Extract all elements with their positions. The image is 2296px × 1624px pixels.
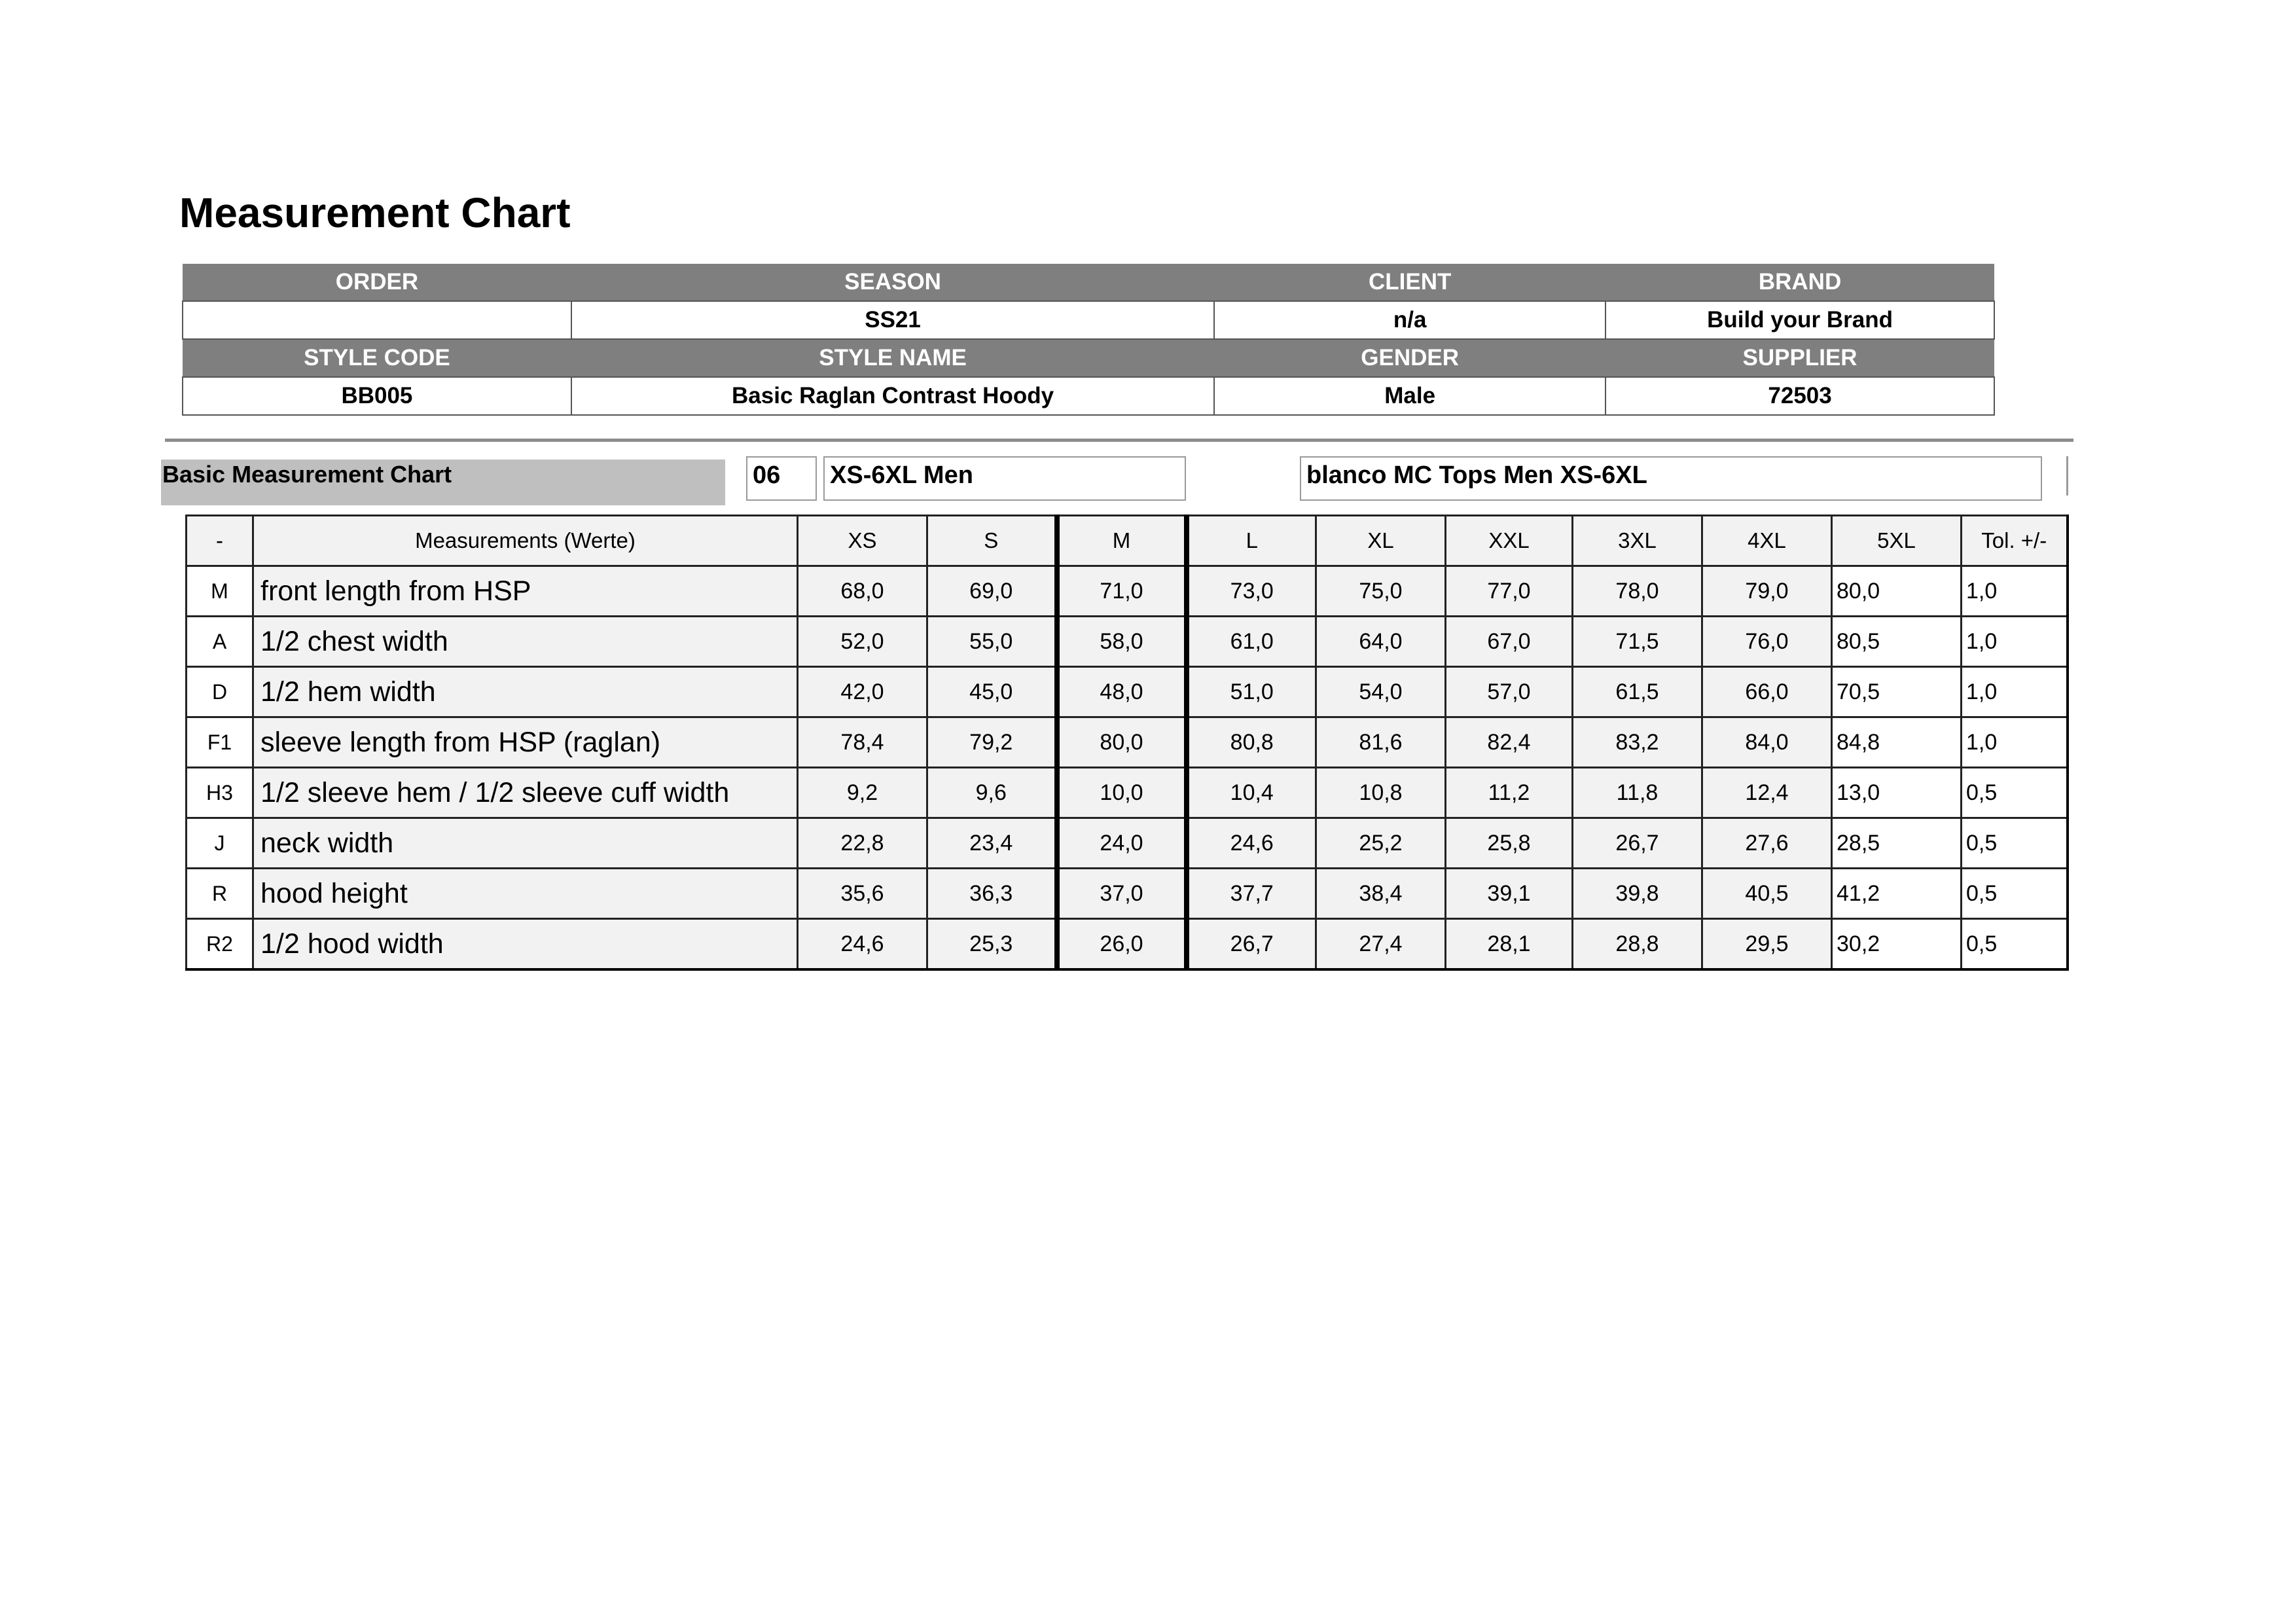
- measurement-value: 37,0: [1057, 869, 1187, 919]
- size-set-description-field: blanco MC Tops Men XS-6XL: [1300, 456, 2042, 501]
- measurement-value: 66,0: [1702, 667, 1832, 717]
- column-header-xxl: XXL: [1446, 516, 1573, 566]
- measurement-value: 9,2: [798, 768, 927, 818]
- measurement-value: 79,2: [927, 717, 1057, 768]
- tolerance-value: 0,5: [1962, 818, 2068, 869]
- measurement-value: 83,2: [1573, 717, 1702, 768]
- measurement-value: 71,5: [1573, 617, 1702, 667]
- table-row: [187, 667, 2068, 717]
- measurement-name: neck width: [253, 818, 798, 869]
- table-row: [187, 919, 2068, 970]
- table-row: [187, 717, 2068, 768]
- tolerance-value: 0,5: [1962, 869, 2068, 919]
- measurement-value: 26,0: [1057, 919, 1187, 970]
- measurement-value: 54,0: [1316, 667, 1446, 717]
- measurement-name: 1/2 sleeve hem / 1/2 sleeve cuff width: [253, 768, 798, 818]
- style-info-header-row: [183, 339, 1994, 377]
- measurement-value: 10,4: [1187, 768, 1316, 818]
- measurement-value: 51,0: [1187, 667, 1316, 717]
- size-set-code-field: 06: [746, 456, 817, 501]
- measurement-name: sleeve length from HSP (raglan): [253, 717, 798, 768]
- measurement-code: R: [187, 869, 253, 919]
- measurement-value: 80,0: [1832, 566, 1962, 617]
- measurement-value: 10,8: [1316, 768, 1446, 818]
- measurement-value: 80,0: [1057, 717, 1187, 768]
- measurement-value: 81,6: [1316, 717, 1446, 768]
- measurement-value: 80,8: [1187, 717, 1316, 768]
- measurement-name: 1/2 chest width: [253, 617, 798, 667]
- column-header-5xl: 5XL: [1832, 516, 1962, 566]
- measurement-table: [185, 514, 2069, 971]
- measurement-name: front length from HSP: [253, 566, 798, 617]
- measurement-name: 1/2 hood width: [253, 919, 798, 970]
- order-label: ORDER: [183, 264, 571, 301]
- section-divider: [165, 439, 2073, 442]
- client-value: n/a: [1214, 301, 1605, 339]
- column-header-4xl: 4XL: [1702, 516, 1832, 566]
- measurement-value: 84,0: [1702, 717, 1832, 768]
- measurement-value: 10,0: [1057, 768, 1187, 818]
- table-row: [187, 768, 2068, 818]
- style-code-value: BB005: [183, 377, 571, 415]
- measurement-value: 25,8: [1446, 818, 1573, 869]
- measurement-value: 12,4: [1702, 768, 1832, 818]
- measurement-value: 70,5: [1832, 667, 1962, 717]
- column-header-m: M: [1057, 516, 1187, 566]
- table-row: [187, 617, 2068, 667]
- measurement-value: 39,1: [1446, 869, 1573, 919]
- measurement-value: 75,0: [1316, 566, 1446, 617]
- measurement-value: 28,8: [1573, 919, 1702, 970]
- measurement-name: hood height: [253, 869, 798, 919]
- measurement-code: A: [187, 617, 253, 667]
- measurement-value: 25,2: [1316, 818, 1446, 869]
- measurement-code: M: [187, 566, 253, 617]
- tolerance-value: 0,5: [1962, 919, 2068, 970]
- measurement-value: 67,0: [1446, 617, 1573, 667]
- tolerance-value: 1,0: [1962, 566, 2068, 617]
- measurement-value: 28,1: [1446, 919, 1573, 970]
- measurement-value: 45,0: [927, 667, 1057, 717]
- measurement-value: 76,0: [1702, 617, 1832, 667]
- page-title: Measurement Chart: [179, 189, 571, 236]
- brand-value: Build your Brand: [1605, 301, 1994, 339]
- table-row: [187, 566, 2068, 617]
- measurement-value: 73,0: [1187, 566, 1316, 617]
- measurement-value: 27,6: [1702, 818, 1832, 869]
- measurement-value: 84,8: [1832, 717, 1962, 768]
- measurement-value: 42,0: [798, 667, 927, 717]
- tolerance-value: 0,5: [1962, 768, 2068, 818]
- gender-label: GENDER: [1214, 339, 1605, 377]
- measurement-value: 57,0: [1446, 667, 1573, 717]
- measurement-value: 28,5: [1832, 818, 1962, 869]
- column-header-3xl: 3XL: [1573, 516, 1702, 566]
- measurement-value: 69,0: [927, 566, 1057, 617]
- season-value: SS21: [571, 301, 1214, 339]
- measurement-value: 13,0: [1832, 768, 1962, 818]
- measurement-value: 64,0: [1316, 617, 1446, 667]
- style-name-label: STYLE NAME: [571, 339, 1214, 377]
- measurement-value: 55,0: [927, 617, 1057, 667]
- measurement-value: 48,0: [1057, 667, 1187, 717]
- measurement-value: 36,3: [927, 869, 1057, 919]
- measurement-value: 78,4: [798, 717, 927, 768]
- measurement-value: 37,7: [1187, 869, 1316, 919]
- measurement-value: 9,6: [927, 768, 1057, 818]
- column-header-measurement: Measurements (Werte): [253, 516, 798, 566]
- order-value: [183, 301, 571, 339]
- measurement-value: 26,7: [1573, 818, 1702, 869]
- measurement-value: 78,0: [1573, 566, 1702, 617]
- measurement-value: 11,2: [1446, 768, 1573, 818]
- measurement-value: 23,4: [927, 818, 1057, 869]
- measurement-header-row: [187, 516, 2068, 566]
- measurement-value: 11,8: [1573, 768, 1702, 818]
- style-info-value-row: [183, 377, 1994, 415]
- gender-value: Male: [1214, 377, 1605, 415]
- brand-label: BRAND: [1605, 264, 1994, 301]
- measurement-code: D: [187, 667, 253, 717]
- measurement-code: F1: [187, 717, 253, 768]
- measurement-value: 35,6: [798, 869, 927, 919]
- measurement-value: 52,0: [798, 617, 927, 667]
- measurement-value: 30,2: [1832, 919, 1962, 970]
- tolerance-value: 1,0: [1962, 667, 2068, 717]
- measurement-value: 22,8: [798, 818, 927, 869]
- size-range-field: XS-6XL Men: [823, 456, 1186, 501]
- measurement-value: 24,0: [1057, 818, 1187, 869]
- measurement-code: R2: [187, 919, 253, 970]
- measurement-code: J: [187, 818, 253, 869]
- style-code-label: STYLE CODE: [183, 339, 571, 377]
- column-header-xs: XS: [798, 516, 927, 566]
- measurement-value: 61,0: [1187, 617, 1316, 667]
- measurement-value: 24,6: [1187, 818, 1316, 869]
- tolerance-value: 1,0: [1962, 717, 2068, 768]
- measurement-value: 40,5: [1702, 869, 1832, 919]
- measurement-value: 80,5: [1832, 617, 1962, 667]
- order-info-value-row: [183, 301, 1994, 339]
- table-row: [187, 818, 2068, 869]
- tolerance-value: 1,0: [1962, 617, 2068, 667]
- measurement-value: 58,0: [1057, 617, 1187, 667]
- supplier-value: 72503: [1605, 377, 1994, 415]
- measurement-value: 26,7: [1187, 919, 1316, 970]
- supplier-label: SUPPLIER: [1605, 339, 1994, 377]
- sub-header-edge: [2066, 456, 2068, 496]
- measurement-value: 68,0: [798, 566, 927, 617]
- column-header-tolerance: Tol. +/-: [1962, 516, 2068, 566]
- measurement-value: 71,0: [1057, 566, 1187, 617]
- measurement-code: H3: [187, 768, 253, 818]
- measurement-value: 61,5: [1573, 667, 1702, 717]
- style-name-value: Basic Raglan Contrast Hoody: [571, 377, 1214, 415]
- client-label: CLIENT: [1214, 264, 1605, 301]
- column-header-l: L: [1187, 516, 1316, 566]
- basic-chart-label: Basic Measurement Chart: [161, 460, 725, 505]
- measurement-value: 41,2: [1832, 869, 1962, 919]
- measurement-value: 38,4: [1316, 869, 1446, 919]
- column-header-xl: XL: [1316, 516, 1446, 566]
- measurement-name: 1/2 hem width: [253, 667, 798, 717]
- table-row: [187, 869, 2068, 919]
- season-label: SEASON: [571, 264, 1214, 301]
- column-header-s: S: [927, 516, 1057, 566]
- measurement-value: 24,6: [798, 919, 927, 970]
- measurement-value: 25,3: [927, 919, 1057, 970]
- order-info-table: [182, 264, 1995, 416]
- order-info-header-row: [183, 264, 1994, 301]
- measurement-value: 27,4: [1316, 919, 1446, 970]
- measurement-value: 79,0: [1702, 566, 1832, 617]
- measurement-value: 39,8: [1573, 869, 1702, 919]
- measurement-value: 29,5: [1702, 919, 1832, 970]
- measurement-value: 82,4: [1446, 717, 1573, 768]
- measurement-value: 77,0: [1446, 566, 1573, 617]
- column-header-code: -: [187, 516, 253, 566]
